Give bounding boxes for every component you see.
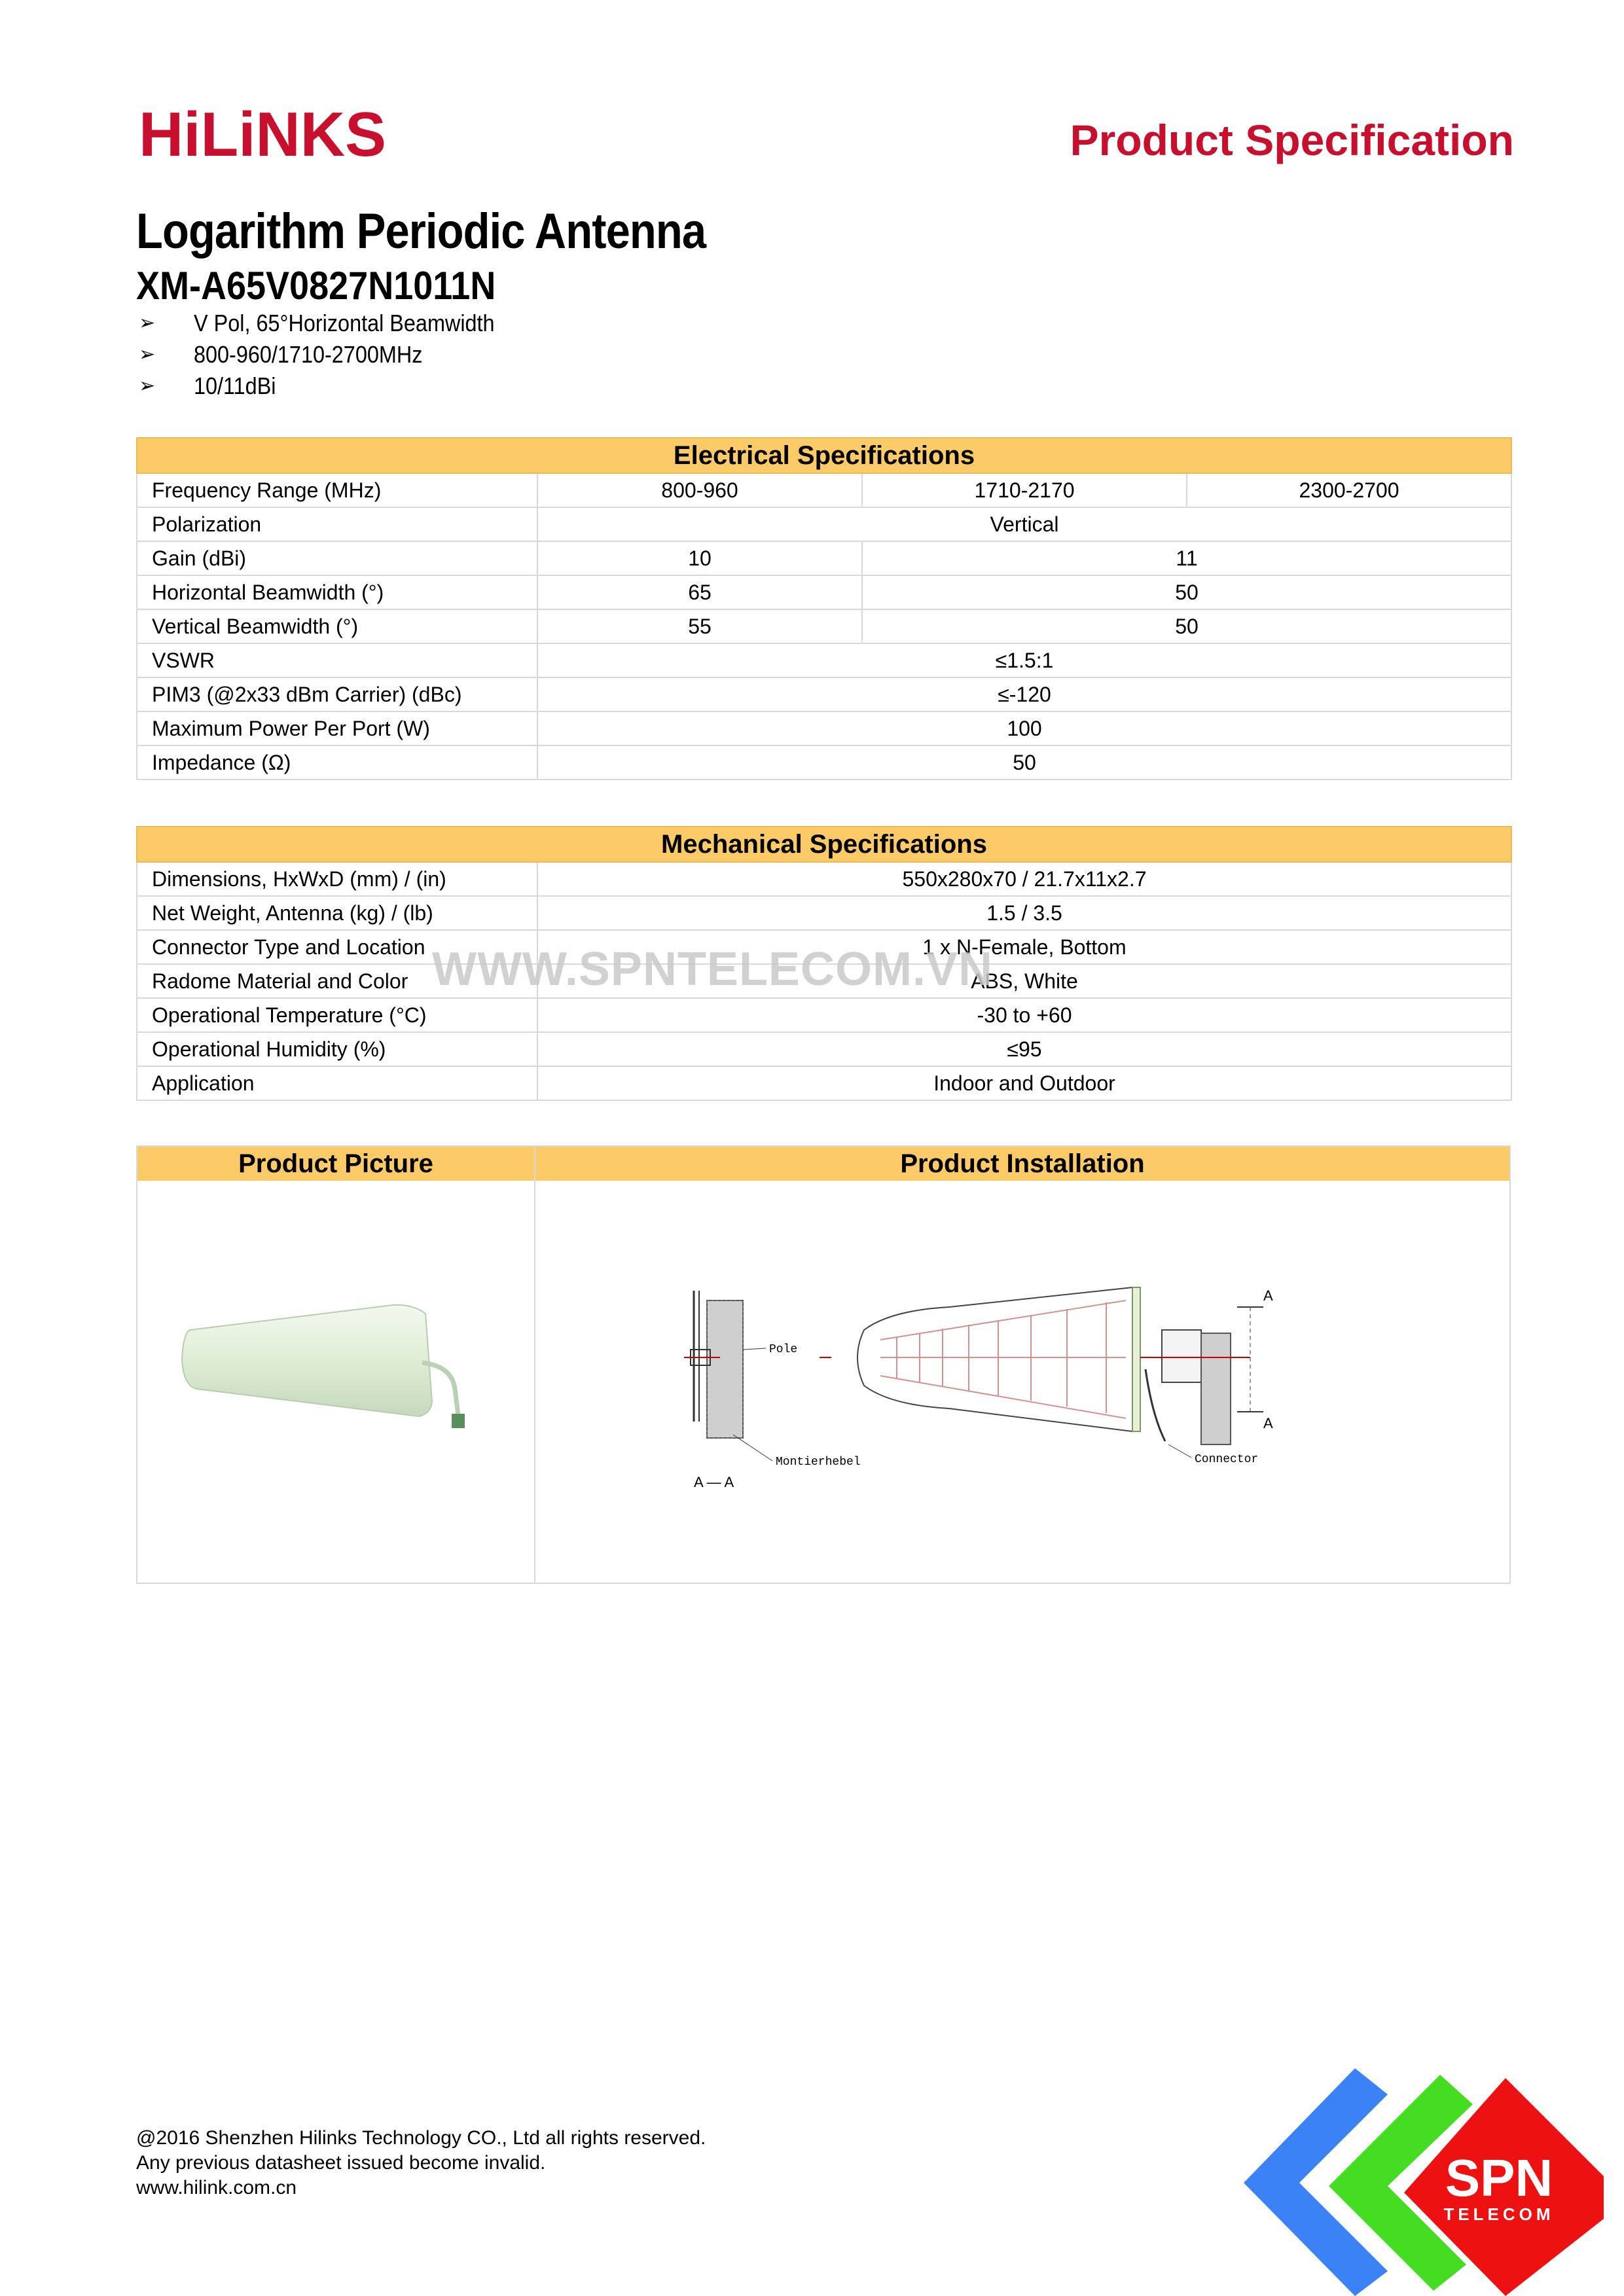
arrow-bullet-icon: ➢ xyxy=(139,375,156,397)
product-picture-title: Product Picture xyxy=(137,1147,534,1181)
pole-label: Pole xyxy=(769,1343,798,1356)
table-row: Operational Humidity (%) ≤95 xyxy=(137,1032,1511,1066)
section-a-bottom: A xyxy=(1263,1415,1273,1431)
table-row: Connector Type and Location 1 x N-Female, Bottom xyxy=(137,930,1511,964)
logo-text: HiLiNKS xyxy=(139,105,386,164)
spn-telecom-logo xyxy=(1237,2068,1604,2296)
footer-notice: Any previous datasheet issued become invalid. xyxy=(136,2152,546,2174)
table-row: Radome Material and Color ABS, White xyxy=(137,964,1511,998)
table-row: PIM3 (@2x33 dBm Carrier) (dBc) ≤-120 xyxy=(137,677,1511,711)
footer-website[interactable]: www.hilink.com.cn xyxy=(136,2177,297,2198)
table-row: Horizontal Beamwidth (°) 65 50 xyxy=(137,575,1511,609)
table-row: Dimensions, HxWxD (mm) / (in) 550x280x70 / 21.7x11x2.7 xyxy=(137,862,1511,896)
table-row: Maximum Power Per Port (W) 100 xyxy=(137,711,1511,745)
table-row: Net Weight, Antenna (kg) / (lb) 1.5 / 3.5 xyxy=(137,896,1511,930)
section-label: A — A xyxy=(694,1474,734,1487)
table-row: VSWR ≤1.5:1 xyxy=(137,643,1511,677)
watermark: WWW.SPNTELECOM.VN xyxy=(432,943,993,996)
installation-diagram xyxy=(674,1271,1394,1487)
table-row: Application Indoor and Outdoor xyxy=(137,1066,1511,1100)
section-a-top: A xyxy=(1263,1287,1273,1304)
product-pictures-panel xyxy=(136,1145,1511,1584)
product-model: XM-A65V0827N1011N xyxy=(136,264,496,308)
spn-text: SPN xyxy=(1445,2149,1553,2207)
table-row: Operational Temperature (°C) -30 to +60 xyxy=(137,998,1511,1032)
bracket-label: Montierhebel xyxy=(776,1456,861,1469)
table-row: Impedance (Ω) 50 xyxy=(137,745,1511,780)
spn-subtext: TELECOM xyxy=(1443,2204,1555,2224)
hilinks-logo xyxy=(139,105,388,164)
footer-copyright: @2016 Shenzhen Hilinks Technology CO., Ltd all rights reserved. xyxy=(136,2127,706,2149)
mechanical-specs-title: Mechanical Specifications xyxy=(137,827,1511,862)
electrical-specs-table xyxy=(136,437,1512,780)
connector-label: Connector xyxy=(1195,1453,1259,1466)
product-title: Logarithm Periodic Antenna xyxy=(136,204,706,259)
antenna-photo xyxy=(177,1297,478,1441)
table-row: Frequency Range (MHz) 800-960 1710-2170 2300-2700 xyxy=(137,473,1511,507)
product-installation-title: Product Installation xyxy=(535,1147,1509,1181)
table-row: Polarization Vertical xyxy=(137,507,1511,541)
table-row: Vertical Beamwidth (°) 55 50 xyxy=(137,609,1511,643)
table-row: Gain (dBi) 10 11 xyxy=(137,541,1511,575)
electrical-specs-title: Electrical Specifications xyxy=(137,438,1511,473)
document-type-title: Product Specification xyxy=(1070,116,1514,164)
arrow-bullet-icon: ➢ xyxy=(139,312,156,334)
arrow-bullet-icon: ➢ xyxy=(139,344,156,365)
